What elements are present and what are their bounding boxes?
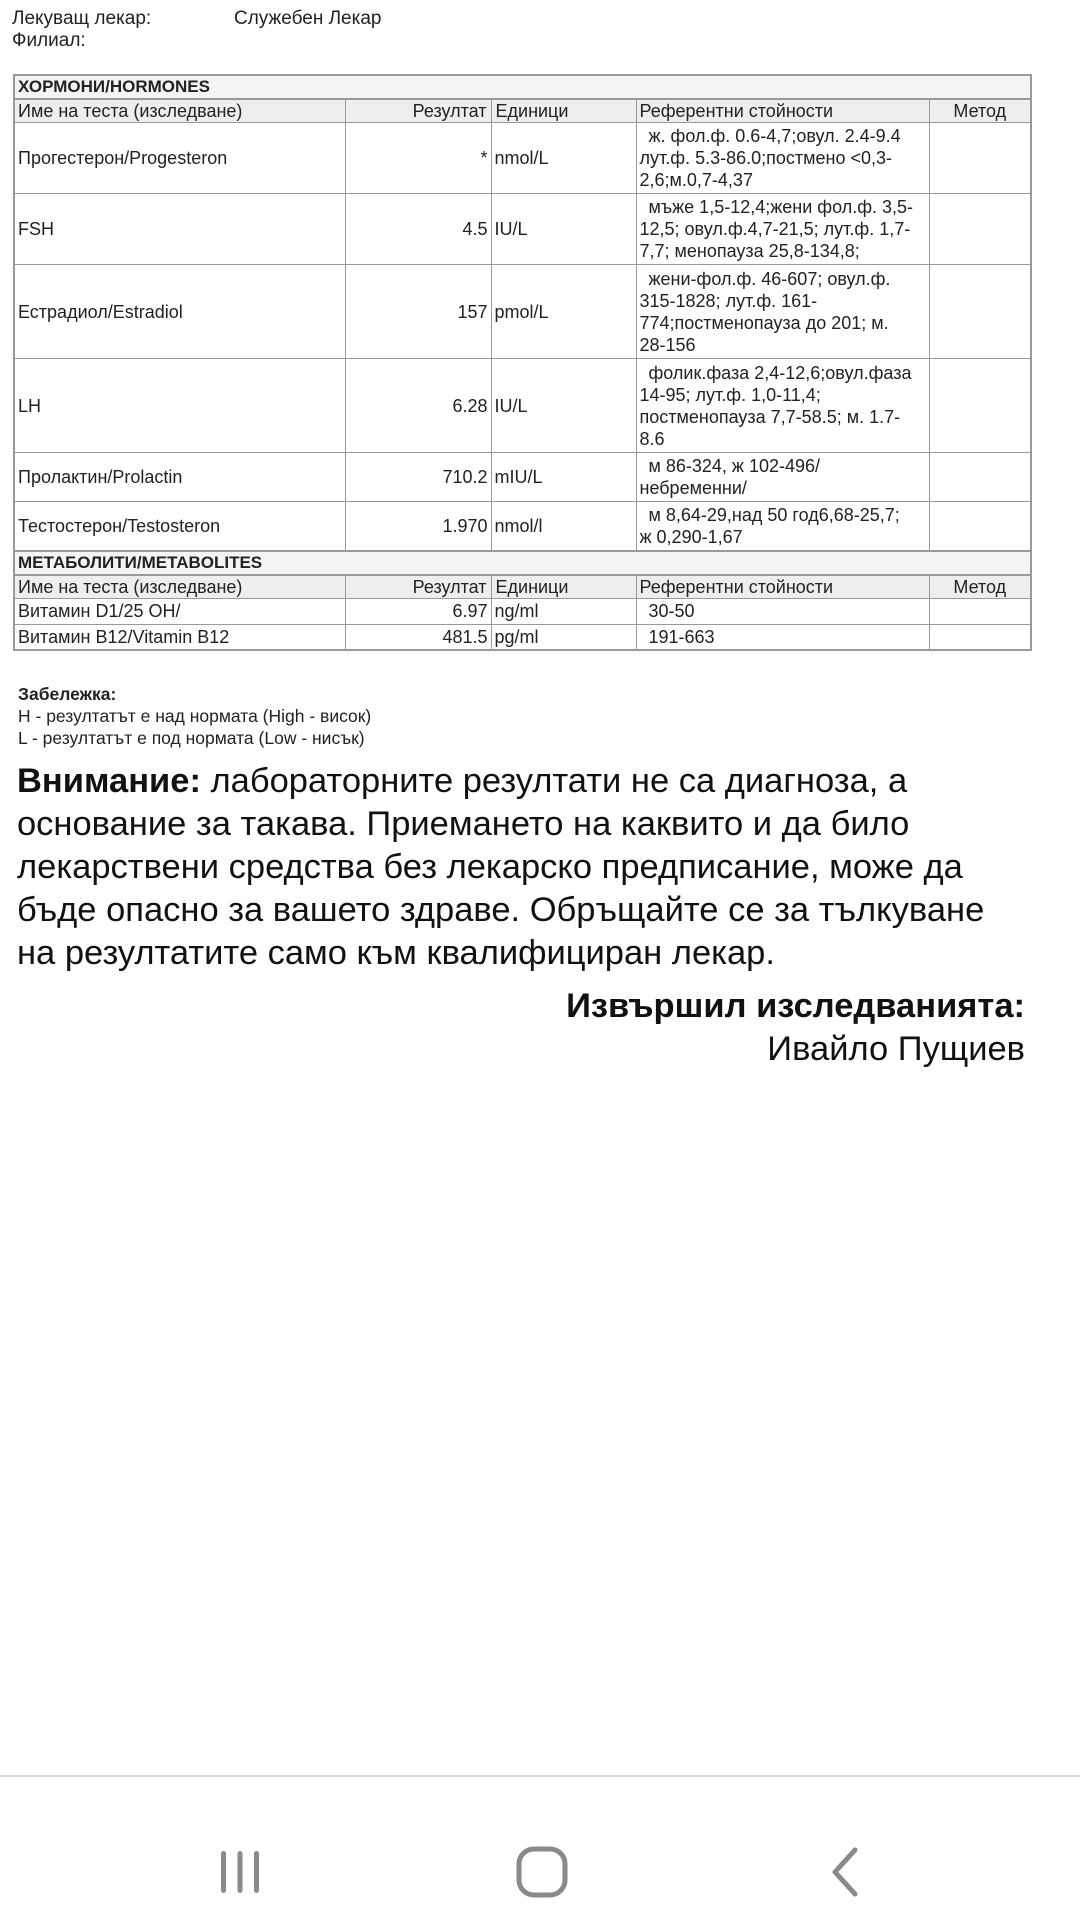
test-name: Тестостерон/Testosteron	[14, 502, 345, 551]
test-reference	[636, 265, 929, 359]
test-reference	[636, 359, 929, 453]
reference-line: ж 0,290-1,67	[639, 526, 743, 547]
test-method	[929, 265, 1031, 359]
table-row	[14, 194, 1031, 265]
reference-line: ж. фол.ф. 0.6-4,7;овул. 2.4-9.4	[648, 126, 901, 146]
test-units: pg/ml	[491, 624, 636, 650]
test-method	[929, 359, 1031, 453]
col-reference-header: Референтни стойности	[636, 575, 929, 599]
warning-text: лабораторните резултати не са диагноза, а основание за такава. Приемането на каквито и да било лекарствени средства без лекарско предписание, може да бъде опасно за вашето здраве. Обръщайте се за тълкуване на резултатите само към квалифициран лекар.	[17, 762, 985, 972]
col-method-header: Метод	[929, 575, 1031, 599]
test-units: mIU/L	[491, 453, 636, 502]
test-method	[929, 598, 1031, 624]
column-header-row	[14, 99, 1031, 123]
col-units-header: Единици	[491, 575, 636, 599]
home-icon	[514, 1844, 570, 1900]
test-name: FSH	[14, 194, 345, 265]
test-result: 1.970	[345, 502, 491, 551]
test-result: 481.5	[345, 624, 491, 650]
reference-line: лут.ф. 5.3-86.0;постмено <0,3-	[639, 148, 892, 168]
test-method	[929, 624, 1031, 650]
test-name: Витамин B12/Vitamin B12	[14, 624, 345, 650]
test-units: IU/L	[491, 194, 636, 265]
recent-apps-button[interactable]	[195, 1827, 285, 1917]
col-method-header: Метод	[929, 99, 1031, 123]
reference-line: 28-156	[639, 334, 696, 355]
section-header-hormones	[14, 75, 1031, 99]
reference-line: 774;постменопауза до 201; м.	[639, 312, 889, 333]
reference-text	[640, 268, 926, 356]
table-row	[14, 123, 1031, 194]
back-icon	[823, 1844, 867, 1900]
reference-line: фолик.фаза 2,4-12,6;овул.фаза	[648, 362, 912, 383]
table-row	[14, 453, 1031, 502]
test-reference	[636, 598, 929, 624]
column-header-row	[14, 575, 1031, 599]
reference-line: м 8,64-29,над 50 год6,68-25,7;	[648, 504, 900, 525]
table-row	[14, 624, 1031, 650]
note-low: L - резултатът е под нормата (Low - нисък)	[18, 728, 365, 748]
test-reference	[636, 194, 929, 265]
reference-line: жени-фол.ф. 46-607; овул.ф.	[648, 268, 891, 289]
test-result: 4.5	[345, 194, 491, 265]
performed-by-label: Извършил изследванията:	[566, 987, 1025, 1025]
test-result: *	[345, 123, 491, 194]
reference-text	[640, 196, 926, 262]
test-units: ng/ml	[491, 598, 636, 624]
test-name: LH	[14, 359, 345, 453]
test-units: nmol/L	[491, 123, 636, 194]
notes-block	[18, 683, 371, 749]
performed-by-name: Ивайло Пущиев	[767, 1030, 1025, 1068]
test-result: 6.97	[345, 598, 491, 624]
note-high: H - резултатът е над нормата (High - висок)	[18, 706, 372, 726]
test-method	[929, 502, 1031, 551]
reference-line: 14-95; лут.ф. 1,0-11,4;	[639, 384, 821, 405]
test-name: Прогестерон/Progesteron	[14, 123, 345, 194]
reference-line: 12,5; овул.ф.4,7-21,5; лут.ф. 1,7-	[639, 219, 911, 239]
reference-line: 7,7; менопауза 25,8-134,8;	[639, 241, 860, 261]
table-row	[14, 265, 1031, 359]
test-result: 157	[345, 265, 491, 359]
reference-text	[640, 125, 926, 191]
test-name: Пролактин/Prolactin	[14, 453, 345, 502]
col-result-header: Резултат	[345, 99, 491, 123]
table-row	[14, 359, 1031, 453]
reference-text: 30-50	[648, 601, 695, 621]
test-method	[929, 194, 1031, 265]
notes-title: Забележка:	[18, 684, 117, 704]
reference-line: постменопауза 7,7-58.5; м. 1.7-	[639, 406, 901, 427]
test-name: Естрадиол/Estradiol	[14, 265, 345, 359]
col-result-header: Резултат	[345, 575, 491, 599]
section-title: МЕТАБОЛИТИ/METABOLITES	[14, 551, 1031, 575]
results-table	[13, 74, 1032, 651]
reference-line: небременни/	[639, 478, 747, 498]
col-units-header: Единици	[491, 99, 636, 123]
col-name-header: Име на теста (изследване)	[14, 99, 345, 123]
test-reference	[636, 453, 929, 502]
doctor-value: Служебен Лекар	[234, 8, 382, 29]
section-title: ХОРМОНИ/HORMONES	[14, 75, 1031, 99]
test-method	[929, 453, 1031, 502]
system-navigation-bar	[0, 1775, 1080, 1922]
performed-by-block	[566, 985, 1025, 1071]
test-reference	[636, 502, 929, 551]
reference-line: 2,6;м.0,7-4,37	[639, 170, 753, 190]
col-reference-header: Референтни стойности	[636, 99, 929, 123]
table-row	[14, 598, 1031, 624]
home-button[interactable]	[497, 1827, 587, 1917]
warning-label: Внимание:	[17, 762, 201, 800]
reference-line: 8.6	[639, 428, 665, 449]
back-button[interactable]	[800, 1827, 890, 1917]
reference-text	[640, 455, 926, 499]
reference-text	[640, 362, 926, 450]
doctor-label: Лекуващ лекар:	[12, 8, 152, 29]
test-reference	[636, 624, 929, 650]
test-result: 710.2	[345, 453, 491, 502]
table-row	[14, 502, 1031, 551]
test-units: pmol/L	[491, 265, 636, 359]
warning-block	[17, 760, 1027, 975]
test-result: 6.28	[345, 359, 491, 453]
test-method	[929, 123, 1031, 194]
section-header-metabolites	[14, 551, 1031, 575]
reference-text: 191-663	[648, 626, 715, 647]
branch-label: Филиал:	[12, 30, 86, 51]
reference-line: 315-1828; лут.ф. 161-	[639, 290, 818, 311]
test-units: IU/L	[491, 359, 636, 453]
reference-line: м 86-324, ж 102-496/	[648, 456, 821, 476]
recent-apps-icon	[215, 1847, 265, 1897]
reference-text	[640, 504, 926, 548]
test-name: Витамин D1/25 OH/	[14, 598, 345, 624]
col-name-header: Име на теста (изследване)	[14, 575, 345, 599]
test-reference	[636, 123, 929, 194]
test-units: nmol/l	[491, 502, 636, 551]
reference-line: мъже 1,5-12,4;жени фол.ф. 3,5-	[648, 197, 914, 217]
